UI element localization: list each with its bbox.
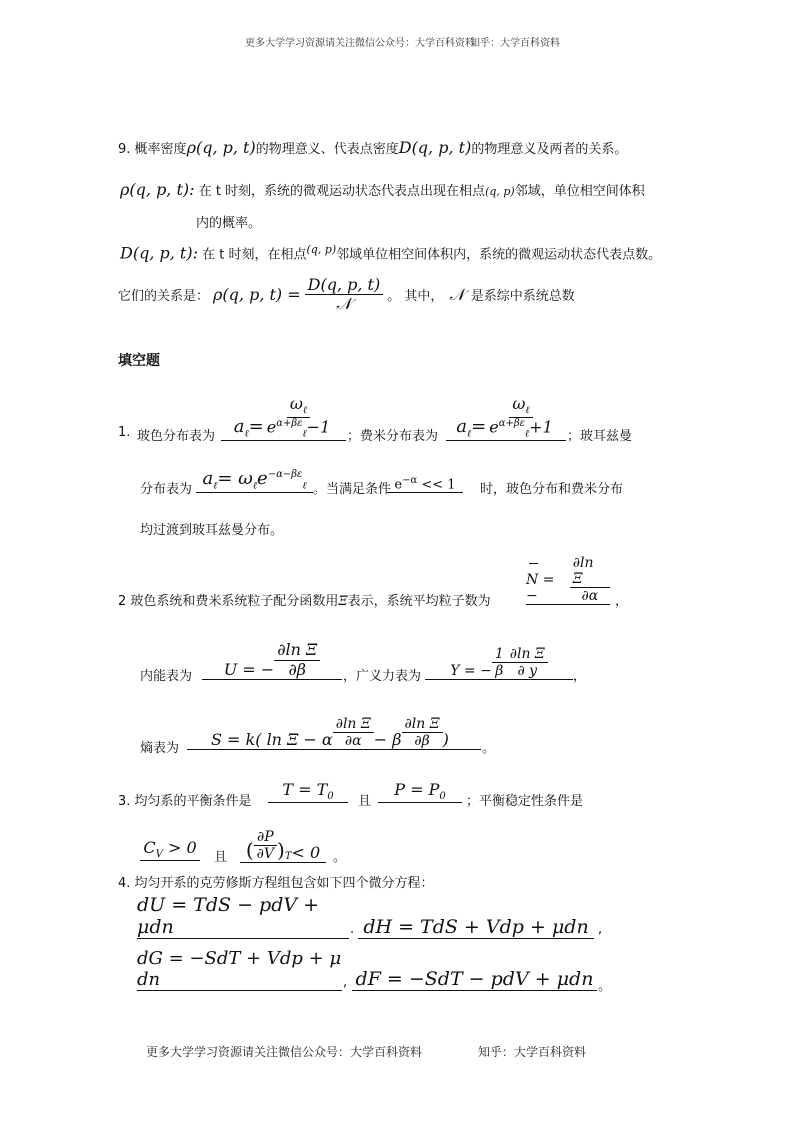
eq-dH: dH = TdS + Vdp + μdn <box>363 916 589 938</box>
f4-eq4-blank <box>352 960 597 991</box>
D-def-text-2: 邻域单位相空间体积内，系统的微观运动状态代表点数。 <box>336 247 662 263</box>
f2-t7: 。 <box>482 741 496 756</box>
P-eq: $P = P_0$ <box>394 779 446 802</box>
Y-coef: $\frac{1}{\beta}$ <box>492 646 507 679</box>
eq-dU: dU = TdS − pdV + μdn <box>137 894 320 938</box>
Y-lhs: Y = − <box>450 663 492 679</box>
f2-t6: 熵表为 <box>140 741 180 756</box>
rel-den: 𝒩 <box>336 294 352 314</box>
bose-num: $\omega_\ell$ <box>287 395 310 418</box>
U-fraction <box>274 641 320 679</box>
f3-line-1 <box>118 790 252 809</box>
header-right: 知乎：大学百科资料 <box>470 38 560 49</box>
f1-bose-blank <box>221 395 346 441</box>
rel-text-2: 。 其中， <box>387 289 444 305</box>
eq-dG: dG = −SdT + Vdp + μ dn <box>137 948 342 990</box>
rho-def-qp: (q, p) <box>485 185 515 198</box>
right-paren: ) <box>277 838 285 862</box>
f2-Y-blank <box>425 634 573 680</box>
q9-num: 9. <box>118 142 131 157</box>
f3-dPdV-blank: ( $\frac{\partial P}{\partial V}$ ) T < 0 <box>240 824 326 863</box>
S-part-2: − β <box>373 730 402 749</box>
q9-D: D(q, p, t) <box>398 138 472 157</box>
T-eq: $T = T_0$ <box>282 779 334 802</box>
rel-text-1: 它们的关系是： <box>118 289 210 305</box>
rho-def-text-2: 邻域，单位相空间体积 <box>514 184 645 199</box>
D-def-line <box>120 243 661 262</box>
f1-t7: 均过渡到玻耳兹曼分布。 <box>140 523 284 538</box>
f3-t2: 且 <box>358 794 372 809</box>
q9-rho: ρ(q, p, t) <box>186 138 256 157</box>
bose-den: $e^{\alpha+\beta\varepsilon}_\ell-1$ <box>266 417 331 440</box>
N-overline <box>529 563 538 564</box>
f2-t4: ，广义力表为 <box>343 669 422 684</box>
S-part-1: S = k( ln Ξ − α <box>211 730 333 749</box>
N-num: ∂ln Ξ <box>570 555 610 588</box>
rel-text-3: 是系综中系统总数 <box>470 289 575 305</box>
f2-S-blank <box>187 703 481 750</box>
N-fraction <box>570 555 610 604</box>
f1-boltz-blank <box>196 460 313 493</box>
cond-expr: $e^{-\alpha} << 1$ <box>394 474 456 492</box>
eq-dF: dF = −SdT − pdV + μdn <box>355 968 594 990</box>
relation-line <box>118 276 575 314</box>
f1-t4: 分布表为 <box>140 482 193 497</box>
footer-left: 更多大学学习资源请关注微信公众号：大学百科资料 <box>146 1045 423 1059</box>
f3-T-blank <box>268 778 348 803</box>
rel-fraction <box>305 276 384 314</box>
f2-comma: ， <box>615 594 629 609</box>
f2-U-blank <box>202 634 342 680</box>
f1-t2: ；费米分布表为 <box>347 429 439 444</box>
rel-lhs: ρ(q, p, t) = <box>213 285 301 305</box>
section-title: 填空题 <box>118 353 160 369</box>
rho-def-line <box>120 180 645 199</box>
Cv-expr: $C_V > 0$ <box>143 837 197 860</box>
rho-def-text-3: 内的概率。 <box>196 216 262 231</box>
f4-sep1: . <box>350 922 355 937</box>
q9-line <box>118 138 627 157</box>
f2-t5: ， <box>573 669 587 684</box>
f1-t3: ；玻耳兹曼 <box>567 429 633 444</box>
boltz-expr: $a_\ell= \omega_\ell e^{-\alpha-\beta\varepsilon}_\ell$ <box>202 468 307 492</box>
N-den: ∂α <box>581 587 599 604</box>
f1-fermi-blank <box>446 395 566 441</box>
bose-fraction <box>264 395 334 440</box>
f1-num: 1. <box>118 425 131 440</box>
q9-mid: 的物理意义、代表点密度 <box>255 142 399 157</box>
f1-t6: 时，玻色分布和费米分布 <box>480 482 624 497</box>
f3-t1: 均匀系的平衡条件是 <box>134 794 252 809</box>
f2-t2: 表示，系统平均粒子数为 <box>347 594 491 609</box>
f4-eq2-blank <box>358 908 594 939</box>
left-paren: ( <box>245 838 254 862</box>
S-fraction-2: $\frac{\text{∂ln Ξ}}{\partial\beta}$ <box>402 716 443 749</box>
f2-N-blank <box>526 554 610 605</box>
f4-eq3-blank <box>137 948 342 991</box>
rel-num: D(q, p, t) <box>305 276 384 295</box>
Y-fraction <box>507 646 548 679</box>
rho-def-label: ρ(q, p, t): <box>120 180 195 199</box>
U-den: ∂β <box>288 659 306 679</box>
f4-sep2: , <box>598 922 603 937</box>
q9-suffix: 的物理意义及两者的关系。 <box>471 142 628 157</box>
U-lhs: U = − <box>223 660 275 679</box>
f4-t1: 均匀开系的克劳修斯方程组包含如下四个微分方程： <box>134 876 434 891</box>
f2-line <box>118 590 491 609</box>
bose-lhs: $a_\ell=$ <box>233 416 264 440</box>
S-fraction-1: $\frac{\text{∂ln Ξ}}{\partial\alpha}$ <box>333 716 374 749</box>
D-def-label: D(q, p, t): <box>120 243 198 263</box>
N-lhs: N = − <box>526 572 555 604</box>
rho-def-text-1: 在 t 时刻，系统的微观运动状态代表点出现在相点 <box>198 184 486 199</box>
fermi-den: $e^{\alpha+\beta\varepsilon}_\ell+1$ <box>489 417 553 440</box>
f2-num: 2 <box>118 594 127 609</box>
f4-eq1-blank <box>137 894 349 939</box>
f4-sep3: , <box>343 975 348 990</box>
fermi-num: $\omega_\ell$ <box>509 395 532 418</box>
footer-right: 知乎：大学百科资料 <box>478 1045 587 1059</box>
U-num: ∂ln Ξ <box>274 641 320 660</box>
f3-num: 3. <box>118 794 131 809</box>
D-def-text-1: 在 t 时刻，在相点 <box>202 247 307 263</box>
f2-t3: 内能表为 <box>140 669 193 684</box>
Y-den: ∂ y <box>517 662 538 679</box>
f1-t5: 。当满足条件 <box>313 482 392 497</box>
f3-t5: 。 <box>333 850 347 865</box>
f1-t1: 玻色分布表为 <box>137 429 216 444</box>
f4-num: 4. <box>118 876 131 891</box>
header-left: 更多大学学习资源请关注微信公众号：大学百科资料 <box>245 38 475 49</box>
f4-sep4: 。 <box>598 979 612 994</box>
f3-t3: ；平衡稳定性条件是 <box>466 794 584 809</box>
f1-cond-blank <box>387 470 463 493</box>
q9-prefix: 概率密度 <box>134 142 187 157</box>
Y-num: ∂ln Ξ <box>507 646 548 663</box>
fermi-lhs: $a_\ell=$ <box>456 416 487 440</box>
fermi-fraction <box>486 395 556 440</box>
f2-t1: 玻色系统和费米系统粒子配分函数用 <box>130 594 339 609</box>
D-def-qp: (q, p) <box>306 243 337 256</box>
f3-t4: 且 <box>214 850 228 865</box>
dPdV-fraction: $\frac{\partial P}{\partial V}$ <box>254 829 277 862</box>
f4-line <box>118 872 434 891</box>
S-part-3: ) <box>442 730 449 749</box>
rel-N: 𝒩 <box>449 284 465 304</box>
f3-Cv-blank <box>140 836 200 861</box>
xi-symbol: Ξ <box>338 594 348 609</box>
f3-P-blank <box>378 778 462 803</box>
